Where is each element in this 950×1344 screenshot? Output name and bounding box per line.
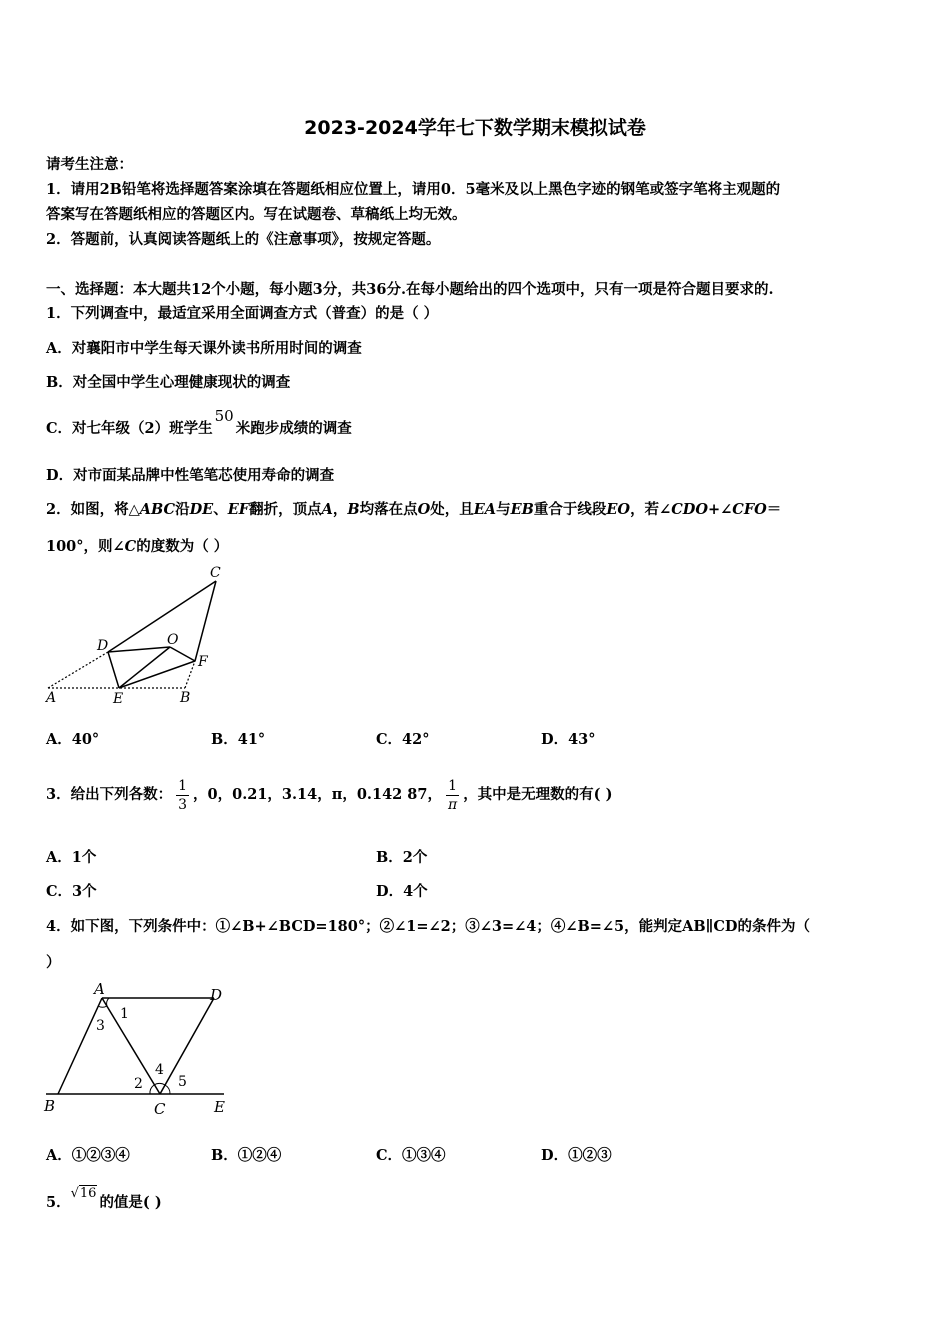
q3-frac1-num: 1 — [178, 777, 188, 794]
q4-option-b[interactable]: B．①②④ — [211, 1147, 282, 1164]
q2-var-eo: EO — [606, 501, 631, 518]
q1-option-c-pre: C．对七年级（2）班学生 — [46, 420, 213, 437]
q4-label-e: E — [214, 1098, 225, 1116]
q2-line-do — [108, 647, 170, 652]
q5-radicand: 16 — [79, 1186, 97, 1201]
q2-text: 处，且 — [430, 501, 474, 518]
q3-option-b[interactable]: B．2个 — [376, 849, 428, 866]
q2-label-e: E — [113, 691, 124, 707]
q5-text: 5． — [46, 1194, 71, 1211]
q3-option-d[interactable]: D．4个 — [376, 883, 428, 900]
q2-text: 均落在点 — [359, 501, 418, 518]
q3-text: ，0，0.21，3.14，π，0.142 87， — [193, 786, 442, 803]
q3-stem — [46, 768, 612, 822]
q2-line-ef — [119, 661, 195, 688]
q2-label-c: C — [210, 565, 221, 581]
q2-var-de: DE — [189, 501, 214, 518]
q3-fraction-one-third — [176, 777, 189, 814]
page-title: 2023-2024学年七下数学期末模拟试卷 — [304, 117, 646, 139]
q4-label-c: C — [154, 1100, 166, 1118]
q2-option-c[interactable]: C．42° — [376, 731, 430, 748]
q4-label-3: 3 — [96, 1018, 105, 1034]
q4-angle-4-arc — [154, 1083, 165, 1085]
notice-heading: 请考生注意： — [46, 156, 133, 173]
q2-text: ， — [332, 501, 348, 518]
q2-label-o: O — [167, 632, 179, 648]
q4-line-ab — [58, 998, 102, 1094]
q4-figure — [38, 978, 238, 1123]
q2-var-ef: EF — [227, 501, 250, 518]
q1-option-c[interactable] — [46, 407, 352, 438]
q2-text: 的度数为（ ） — [136, 538, 229, 555]
q2-var-cfo: CFO — [732, 501, 767, 518]
q4-label-b: B — [44, 1097, 56, 1115]
q4-label-1: 1 — [120, 1006, 129, 1022]
q4-label-4: 4 — [155, 1062, 164, 1078]
q5-stem — [46, 1186, 162, 1212]
q2-option-d[interactable]: D．43° — [541, 731, 596, 748]
q4-label-d: D — [210, 986, 223, 1004]
q2-text: 2．如图，将△ — [46, 501, 140, 518]
q1-option-c-post: 米跑步成绩的调查 — [235, 420, 352, 437]
q2-text: 翻折，顶点 — [249, 501, 322, 518]
q5-sqrt: √16 — [70, 1186, 97, 1201]
q4-line-dc — [160, 998, 214, 1094]
section-heading: 一、选择题：本大题共12个小题，每小题3分，共36分.在每小题给出的四个选项中，只有一项是符合题目要求的. — [46, 281, 774, 298]
q2-text: +∠ — [707, 501, 733, 518]
q5-text: 的值是( ) — [99, 1194, 162, 1211]
q2-var-c: C — [124, 538, 137, 555]
q1-option-a[interactable]: A．对襄阳市中学生每天课外读书所用时间的调查 — [46, 340, 362, 357]
q4-stem-line-2: ） — [46, 954, 61, 971]
q3-option-a[interactable]: A．1个 — [46, 849, 97, 866]
q4-option-a[interactable]: A．①②③④ — [46, 1147, 130, 1164]
q2-label-a: A — [46, 690, 57, 706]
q2-line-of — [170, 647, 195, 661]
q4-angle-5-arc — [165, 1085, 170, 1094]
q3-frac2-den: π — [447, 796, 458, 813]
q4-option-c[interactable]: C．①③④ — [376, 1147, 446, 1164]
q4-label-a: A — [94, 980, 105, 998]
q2-option-b[interactable]: B．41° — [211, 731, 266, 748]
q2-line-de — [108, 652, 119, 688]
q4-stem-line-1: 4．如下图，下列条件中：①∠B+∠BCD=180°；②∠1=∠2；③∠3=∠4；④∠B=∠5，能判定AB∥CD的条件为（ — [46, 918, 810, 935]
q2-var-ea: EA — [473, 501, 497, 518]
q3-text: ，其中是无理数的有( ) — [463, 786, 613, 803]
q1-stem: 1．下列调查中，最适宜采用全面调查方式（普查）的是（ ） — [46, 305, 439, 322]
q2-text: 沿 — [175, 501, 190, 518]
q2-dotted-ad — [48, 652, 108, 688]
q2-text: 与 — [496, 501, 511, 518]
q2-label-f: F — [198, 654, 208, 670]
q4-angle-2-arc — [150, 1085, 154, 1094]
q4-line-ac — [102, 998, 160, 1094]
q2-stem-line-1 — [46, 498, 781, 519]
q2-text: ，若∠ — [630, 501, 672, 518]
q2-text: 重合于线段 — [533, 501, 607, 518]
q2-line-eo — [119, 647, 170, 688]
q2-var-eb: EB — [510, 501, 534, 518]
q1-option-c-number: 50 — [214, 407, 234, 425]
q4-label-2: 2 — [134, 1076, 143, 1092]
q2-option-a[interactable]: A．40° — [46, 731, 100, 748]
q1-option-b[interactable]: B．对全国中学生心理健康现状的调查 — [46, 374, 291, 391]
q3-frac2-num: 1 — [446, 777, 459, 796]
q2-label-b: B — [180, 690, 191, 706]
q2-figure — [40, 560, 240, 710]
q2-var-a: A — [321, 501, 333, 518]
q3-text: 3．给出下列各数： — [46, 786, 173, 803]
notice-line-2: 2．答题前，认真阅读答题纸上的《注意事项》，按规定答题。 — [46, 231, 441, 248]
q2-dotted-bf — [185, 661, 195, 688]
q2-stem-line-2 — [46, 535, 228, 556]
q2-var-abc: ABC — [139, 501, 176, 518]
q4-label-5: 5 — [178, 1074, 187, 1090]
q2-var-b: B — [347, 501, 360, 518]
q2-text: 、 — [213, 501, 228, 518]
q3-fraction-one-over-pi — [446, 777, 459, 814]
q4-option-d[interactable]: D．①②③ — [541, 1147, 612, 1164]
q2-text: ＝ — [766, 501, 782, 518]
q2-label-d: D — [97, 638, 109, 654]
notice-line-1b: 答案写在答题纸相应的答题区内。写在试题卷、草稿纸上均无效。 — [46, 206, 467, 223]
notice-line-1: 1．请用2B铅笔将选择题答案涂填在答题纸相应位置上，请用0．5毫米及以上黑色字迹的钢笔或签字笔将主观题的 — [46, 181, 781, 198]
q2-var-cdo: CDO — [671, 501, 708, 518]
q1-option-d[interactable]: D．对市面某品牌中性笔笔芯使用寿命的调查 — [46, 467, 335, 484]
q2-var-o: O — [417, 501, 431, 518]
q3-frac1-den: 3 — [178, 796, 188, 813]
q2-text: 100°，则∠ — [46, 538, 125, 555]
q3-option-c[interactable]: C．3个 — [46, 883, 97, 900]
q4-angle-3-arc — [98, 1006, 107, 1007]
q4-angle-1-arc — [107, 998, 109, 1006]
